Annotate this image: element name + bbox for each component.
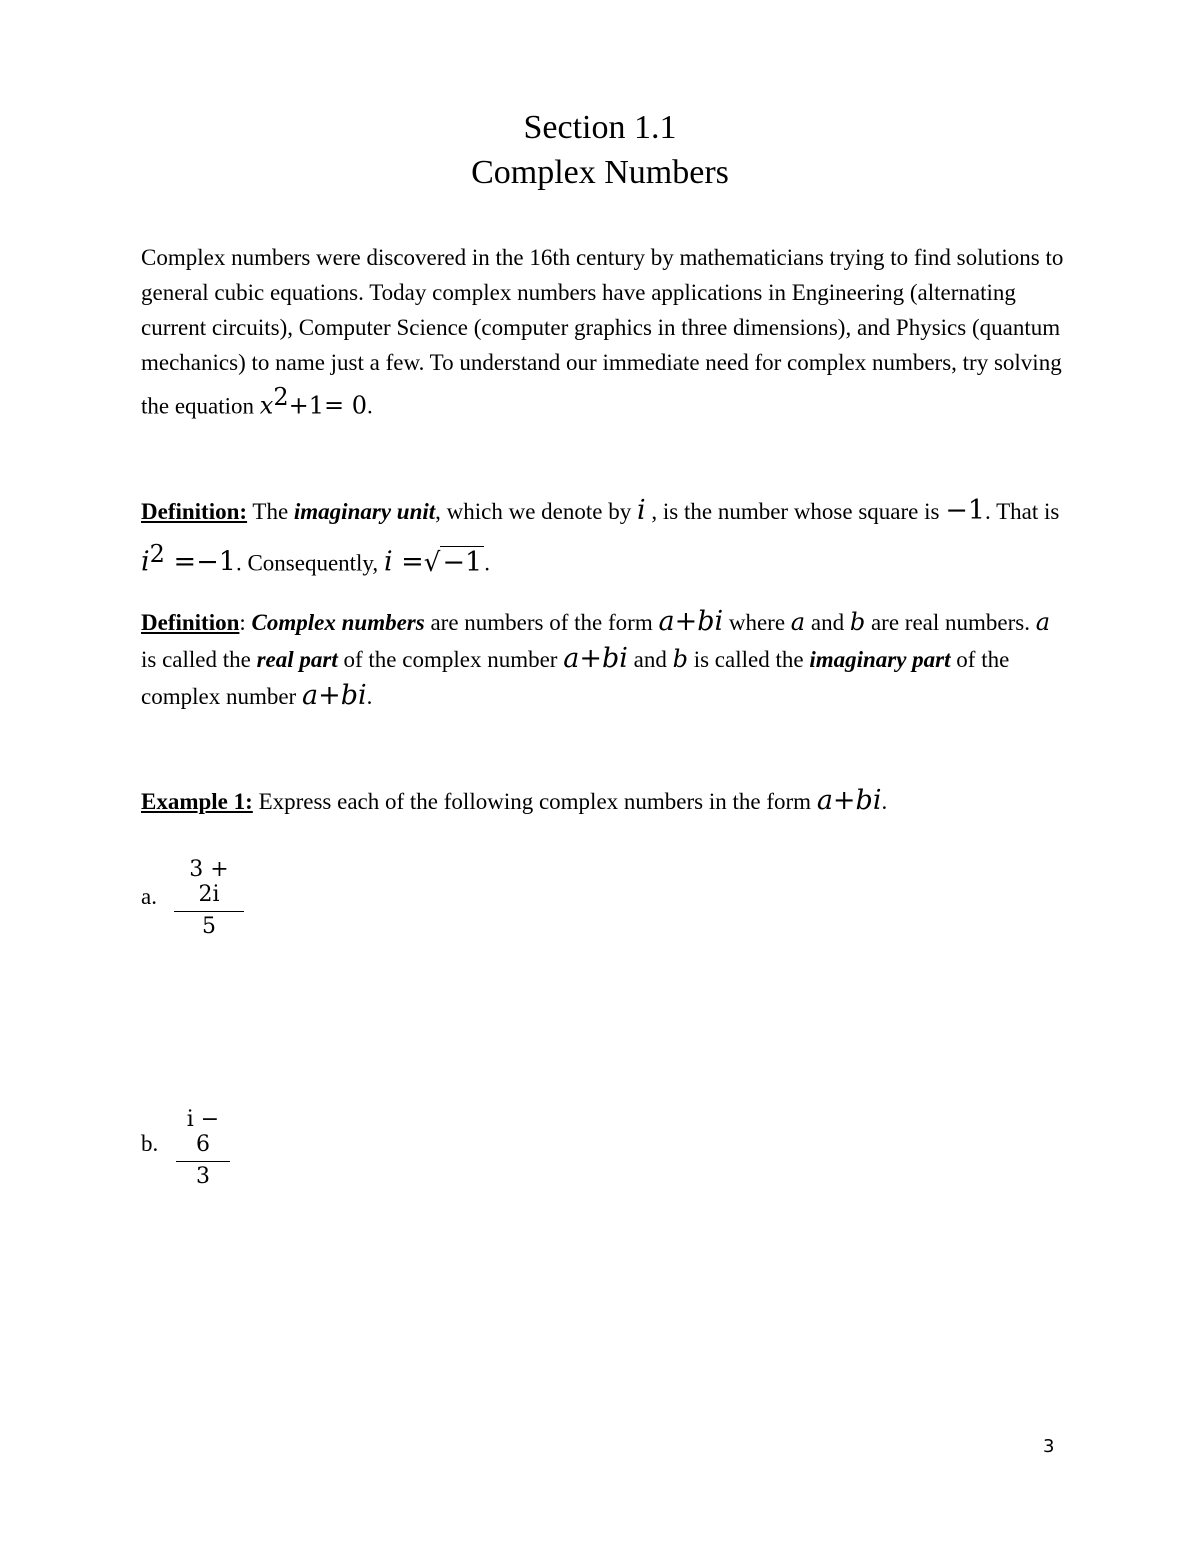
intro-paragraph [141,240,1071,424]
intro-end: . [367,393,373,419]
variable-b: b [672,645,688,673]
example-end: . [881,789,888,814]
section-number: Section 1.1 [523,109,677,146]
fraction-numerator: 3 + 2i [189,857,229,907]
definition-text: are numbers of the form [424,610,659,635]
form-a-plus-bi: a+bi [301,680,367,711]
i-squared-rest: =−1 [164,546,236,578]
definition-text: , is the number whose square is [645,499,946,524]
definition-text: is called the [687,647,810,672]
definition-text: . Consequently, [235,550,384,576]
definition-text: are real numbers. [865,610,1036,635]
radical-sign: √ [423,547,441,578]
definition-complex-numbers [141,604,1071,715]
section-title: Complex Numbers [471,154,729,191]
fraction-b [176,1107,230,1189]
definition-text: and [805,610,850,635]
term-imaginary-part: imaginary part [809,647,951,672]
form-a-plus-bi: a+bi [658,606,724,637]
definition-text: of the complex number [337,647,564,672]
form-a-plus-bi: a+bi [563,643,628,674]
definition-text: where [723,610,791,635]
definition-text: . [366,684,373,709]
consequently-equals: = [392,546,424,578]
fraction-denominator: 3 [196,1164,210,1189]
fraction-a [174,857,244,939]
negative-one: −1 [945,495,986,526]
term-imaginary-unit: imaginary unit [293,499,436,524]
item-a-label: a. [141,884,157,909]
i-squared-variable: i [141,546,150,578]
definition-text: , which we denote by [435,499,637,524]
page-number: 3 [1043,1436,1055,1457]
fraction-denominator: 5 [202,914,216,939]
symbol-i: i [636,495,646,526]
definition-text: is called the [141,647,257,672]
intro-text: Complex numbers were discovered in the 16th century by mathematicians trying to find solutions to general cubic equations. Today complex numbers have applications in Engineering (alternating current circuits), Computer Science (computer graphics in three dimensions), and Physics (quantum mechanics) to name just a few. To understand our immediate need for complex numbers, try solving the equation [141,245,1064,419]
definition-text: and [627,647,673,672]
variable-a: a [790,608,806,636]
definition-label: Definition [141,610,240,635]
variable-a: a [1035,608,1051,636]
definition-text: . That is [985,499,1060,524]
variable-b: b [849,608,866,636]
example-1 [141,783,1071,819]
radicand: −1 [442,546,483,578]
definition-label: Definition: [141,499,248,524]
equation-rest: +1= 0 [288,391,368,420]
term-complex-numbers: Complex numbers [251,610,425,635]
definition-imaginary-unit [141,490,1071,585]
definition-text: : [239,610,252,635]
square-root [424,542,484,585]
form-a-plus-bi: a+bi [816,785,882,816]
item-b-label: b. [141,1131,159,1156]
definition-text: The [247,499,294,524]
fraction-numerator: i − 6 [186,1107,220,1157]
equation-exponent: 2 [273,383,289,411]
i-squared-exponent: 2 [149,540,165,568]
term-real-part: real part [256,647,338,672]
definition-text: . [484,550,490,576]
equation-variable: x [259,391,274,420]
example-label: Example 1: [141,789,253,814]
consequently-variable: i [383,546,393,578]
definition-text: of the complex number [141,647,1010,709]
example-instruction: Express each of the following complex numbers in the form [252,789,817,814]
